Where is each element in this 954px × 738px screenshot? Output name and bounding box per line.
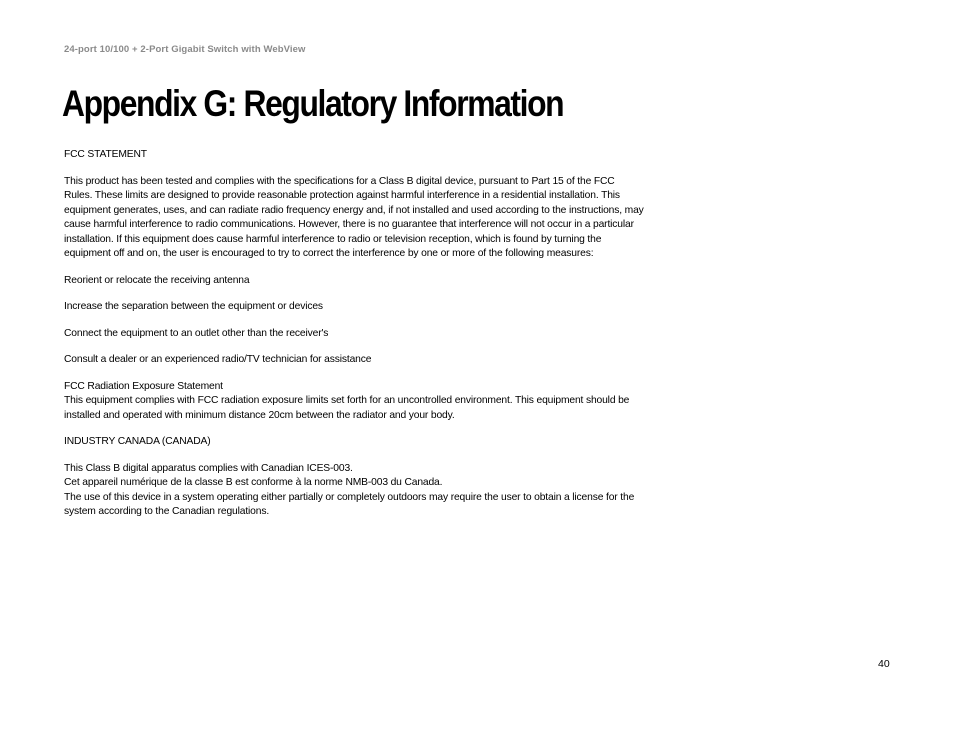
fcc-measure-item: Increase the separation between the equipment or devices (64, 301, 323, 312)
page-number: 40 (878, 658, 890, 670)
canada-line: The use of this device in a system operating either partially or completely outdoors may require the user to obtain a license for the system according to the Canadian regulations. (64, 491, 635, 517)
canada-line: Cet appareil numérique de la classe B est conforme à la norme NMB-003 du Canada. (64, 477, 443, 488)
fcc-measure-item: Consult a dealer or an experienced radio/TV technician for assistance (64, 354, 372, 365)
fcc-radiation-heading: FCC Radiation Exposure Statement (64, 380, 223, 392)
fcc-radiation-paragraph: This equipment complies with FCC radiation exposure limits set forth for an uncontrolled environment. This equipment should be installed and operated with minimum distance 20cm between the radiator and your body. (64, 395, 630, 421)
fcc-heading: FCC STATEMENT (64, 149, 147, 160)
running-header: 24-port 10/100 + 2-Port Gigabit Switch with WebView (64, 44, 306, 55)
canada-heading: INDUSTRY CANADA (CANADA) (64, 436, 211, 447)
document-body (64, 148, 644, 520)
page-title: Appendix G: Regulatory Information (62, 83, 564, 124)
canada-line: This Class B digital apparatus complies with Canadian ICES-003. (64, 462, 353, 474)
fcc-measure-item: Connect the equipment to an outlet other than the receiver's (64, 327, 329, 339)
fcc-measure-item: Reorient or relocate the receiving antenna (64, 274, 250, 286)
fcc-intro-paragraph: This product has been tested and complies with the specifications for a Class B digital device, pursuant to Part 15 of the FCC Rules. These limits are designed to provide reasonable protection against harmful interference in a residential installation. This equipment generates, uses, and can radiate radio frequency energy and, if not installed and used according to the instructions, may cause harmful interference to radio communications. However, there is no guarantee that interference will not occur in a particular installation. If this equipment does cause harmful interference to radio or television reception, which is found by turning the equipment off and on, the user is encouraged to try to correct the interference by one or more of the following measures: (64, 175, 644, 259)
